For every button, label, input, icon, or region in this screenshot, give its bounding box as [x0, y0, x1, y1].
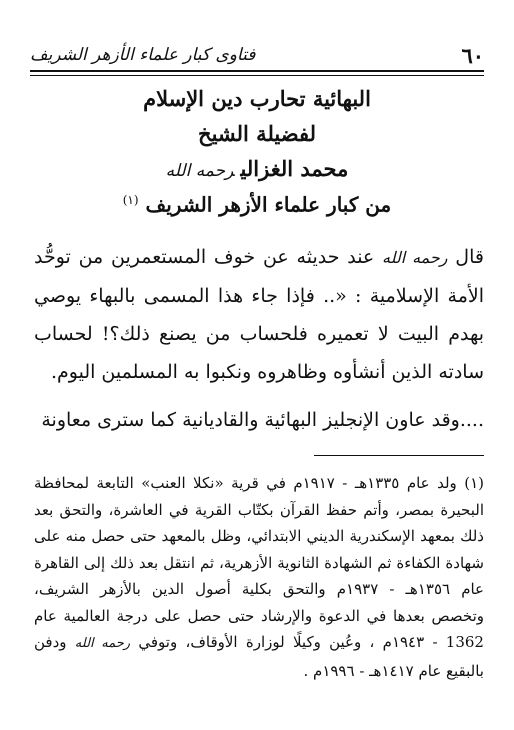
paragraph-1-start: قال [455, 246, 484, 268]
footnote-text-start: (١) ولد عام ١٣٣٥هـ - ١٩١٧م في قرية «نكلا العنب» التابعة لمحافظة البحيرة بمصر، وأتم حفظ القرآن بكتّاب القرية في العاشرة، والتحق بعد ذلك بمعهد الإسكندرية الديني الابتدائي، وظل بالمعهد حتى حصل منه على شهادة الكفاءة ثم الشهادة الثانوية الأزهرية، ثم انتقل بعد ذلك إلى القاهرة عام ١٣٥٦هـ - ١٩٣٧م والتحق بكلية أصول الدين بالأزهر الشريف، وتخصص بعدها في الدعوة والإرشاد حتى حصل على درجة العالمية عام 1362 - ١٩٤٣م ، وعُين وكيلًا لوزارة الأوقاف، وتوفي [34, 474, 485, 651]
header-rule-thin [30, 75, 484, 76]
footnote [34, 470, 484, 684]
paragraph-1 [34, 238, 484, 391]
paragraph-1-rest: عند حديثه عن خوف المستعمرين من توحُّد الأمة الإسلامية : «.. فإذا جاء هذا المسمى بالبهاء يوصي بهدم البيت لا تعميره فلحساب من يصنع ذلك؟! لحساب سادته الذين أنشأوه وظاهروه ونكبوا به المسلمين اليوم. [34, 246, 484, 383]
paragraph-2: ....وقد عاون الإنجليز البهائية والقاديانية كما سترى معاونة [41, 409, 484, 431]
author-name-line [0, 158, 514, 180]
author-affiliation-line [0, 194, 514, 215]
paragraph-1-honorific: رحمه الله [382, 248, 448, 267]
page-number: ٦٠ [461, 42, 484, 68]
footnote-honorific: رحمه الله [74, 636, 131, 651]
body-text [34, 238, 484, 439]
author-name: محمد الغزالي [240, 156, 349, 181]
footnote-text-end: ودفن بالبقيع عام ١٤١٧هـ - ١٩٩٦م . [34, 633, 484, 680]
footnote-separator [314, 455, 484, 456]
header-rule-thick [30, 70, 484, 72]
article-titles [0, 88, 514, 215]
author-prefix: لفضيلة الشيخ [198, 121, 316, 146]
author-honorific: رحمه الله [165, 161, 235, 181]
author-affiliation: من كبار علماء الأزهر الشريف [145, 192, 392, 217]
running-header [30, 38, 484, 72]
running-title: فتاوى كبار علماء الأزهر الشريف [30, 45, 256, 65]
article-title: البهائية تحارب دين الإسلام [143, 86, 371, 111]
footnote-marker: (١) [122, 193, 139, 207]
